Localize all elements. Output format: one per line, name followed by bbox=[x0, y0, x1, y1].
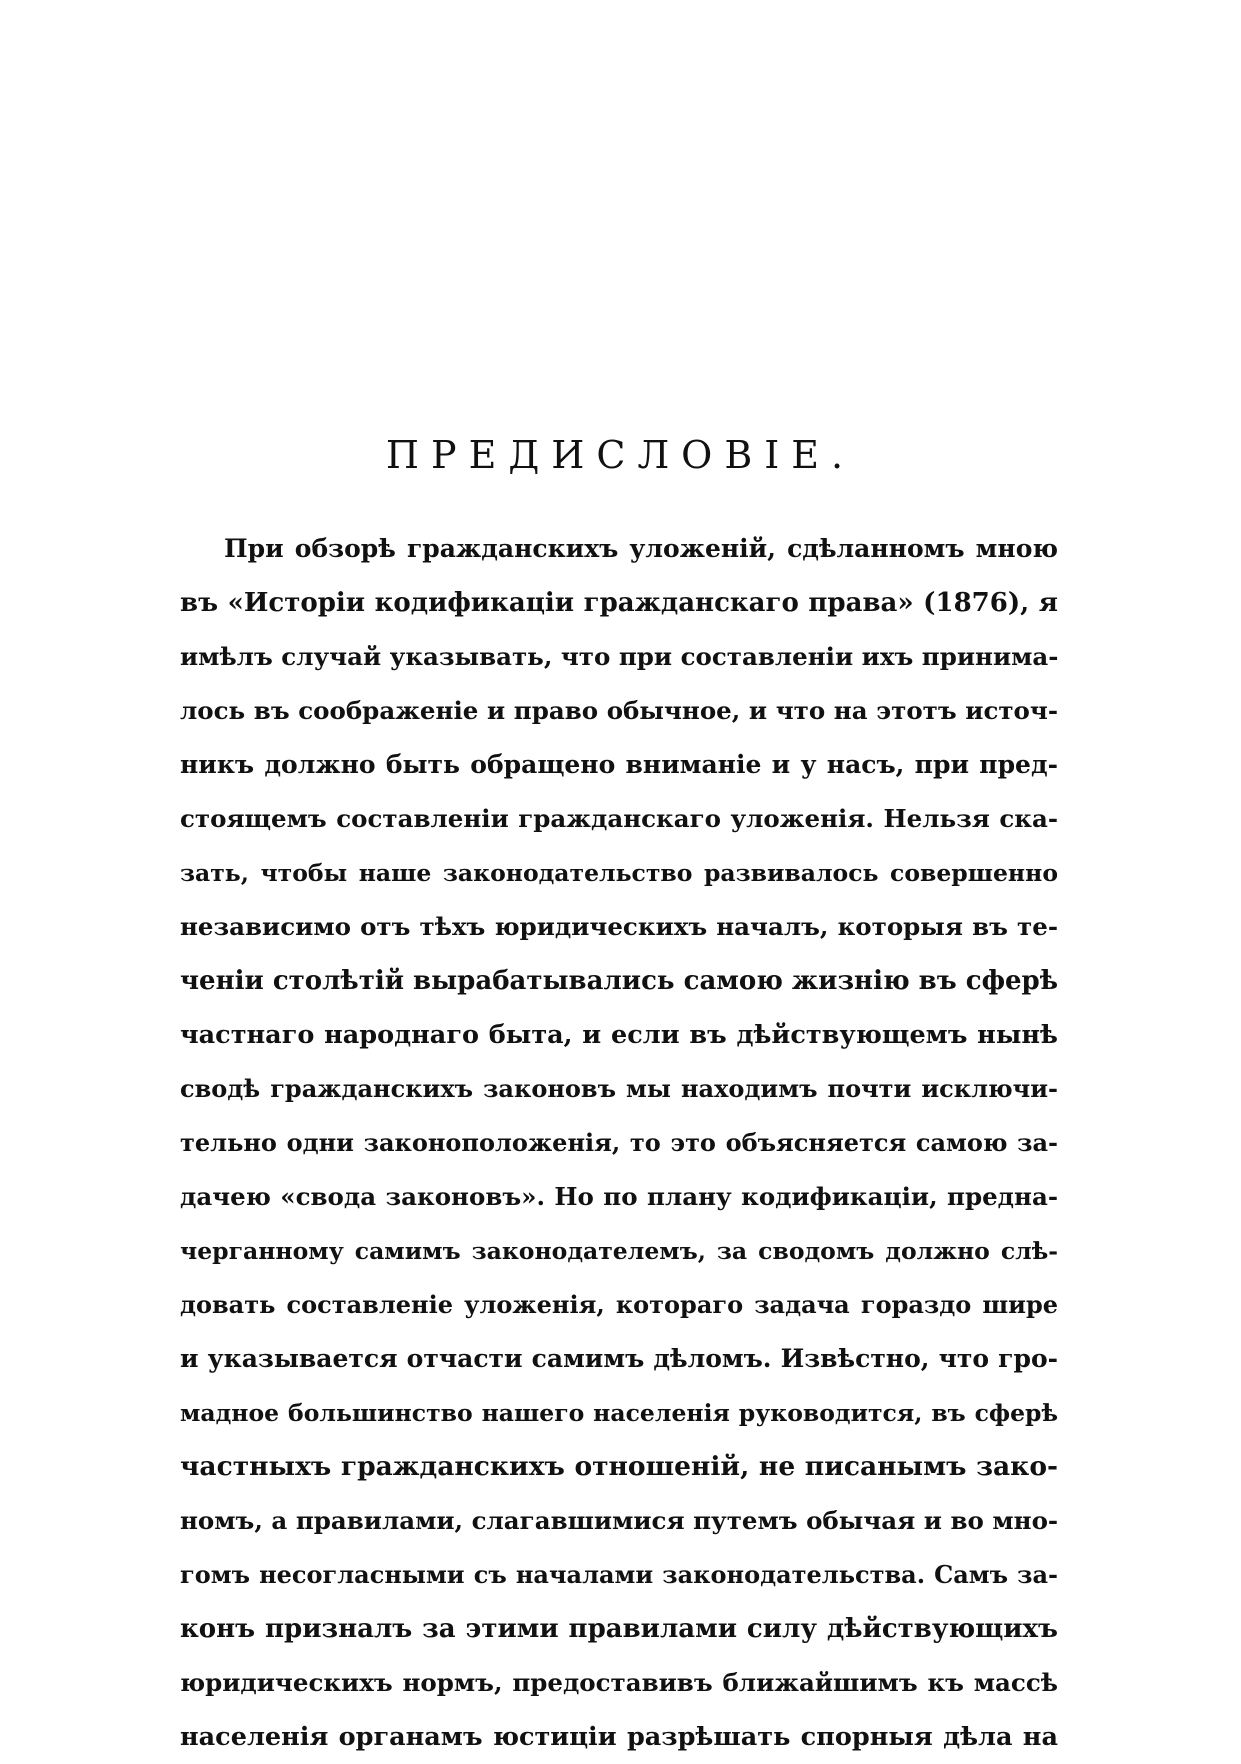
text-line: независимо отъ тѣхъ юридическихъ началъ, которыя въ те- bbox=[180, 912, 1058, 941]
text-line: имѣлъ случай указывать, что при составленіи ихъ принима- bbox=[180, 642, 1059, 671]
text-line: тельно одни законоположенія, то это объясняется самою за- bbox=[180, 1128, 1058, 1157]
text-line: При обзорѣ гражданскихъ уложеній, сдѣланномъ мною bbox=[224, 534, 1058, 563]
text-line: никъ должно быть обращено вниманіе и у насъ, при пред- bbox=[180, 750, 1058, 779]
text-line: въ «Исторіи кодификаціи гражданскаго права» (1876), я bbox=[180, 588, 1058, 618]
text-line: зать, чтобы наше законодательство развивалось совершенно bbox=[180, 859, 1058, 887]
page-title: ПРЕДИСЛОВІЕ. bbox=[385, 433, 856, 477]
text-line: черганному самимъ законодателемъ, за сводомъ должно слѣ- bbox=[180, 1237, 1058, 1265]
text-line: частнаго народнаго быта, и если въ дѣйствующемъ нынѣ bbox=[180, 1020, 1058, 1050]
text-line: юридическихъ нормъ, предоставивъ ближайшимъ къ массѣ bbox=[180, 1668, 1058, 1697]
text-line: лось въ соображеніе и право обычное, и что на этотъ источ- bbox=[180, 696, 1058, 725]
text-line: конъ призналъ за этими правилами силу дѣйствующихъ bbox=[180, 1614, 1058, 1644]
text-line: стоящемъ составленіи гражданскаго уложенія. Нельзя ска- bbox=[180, 804, 1058, 833]
text-line: и указывается отчасти самимъ дѣломъ. Извѣстно, что гро- bbox=[180, 1344, 1058, 1373]
text-line: ченіи столѣтій вырабатывались самою жизнію въ сферѣ bbox=[180, 966, 1059, 996]
text-line: населенія органамъ юстиціи разрѣшать спорныя дѣла на bbox=[180, 1722, 1058, 1752]
text-line: мадное большинство нашего населенія руководится, въ сферѣ bbox=[180, 1399, 1058, 1427]
text-line: довать составленіе уложенія, котораго задача гораздо шире bbox=[180, 1290, 1058, 1319]
preface-body bbox=[180, 522, 1058, 1764]
text-line: гомъ несогласными съ началами законодательства. Самъ за- bbox=[180, 1560, 1058, 1589]
text-line: номъ, а правилами, слагавшимися путемъ обычая и во мно- bbox=[180, 1506, 1059, 1535]
text-line: сводѣ гражданскихъ законовъ мы находимъ почти исключи- bbox=[180, 1074, 1058, 1103]
text-line: дачею «свода законовъ». Но по плану кодификаціи, предна- bbox=[180, 1182, 1058, 1211]
text-line: частныхъ гражданскихъ отношеній, не писанымъ зако- bbox=[180, 1451, 1058, 1482]
